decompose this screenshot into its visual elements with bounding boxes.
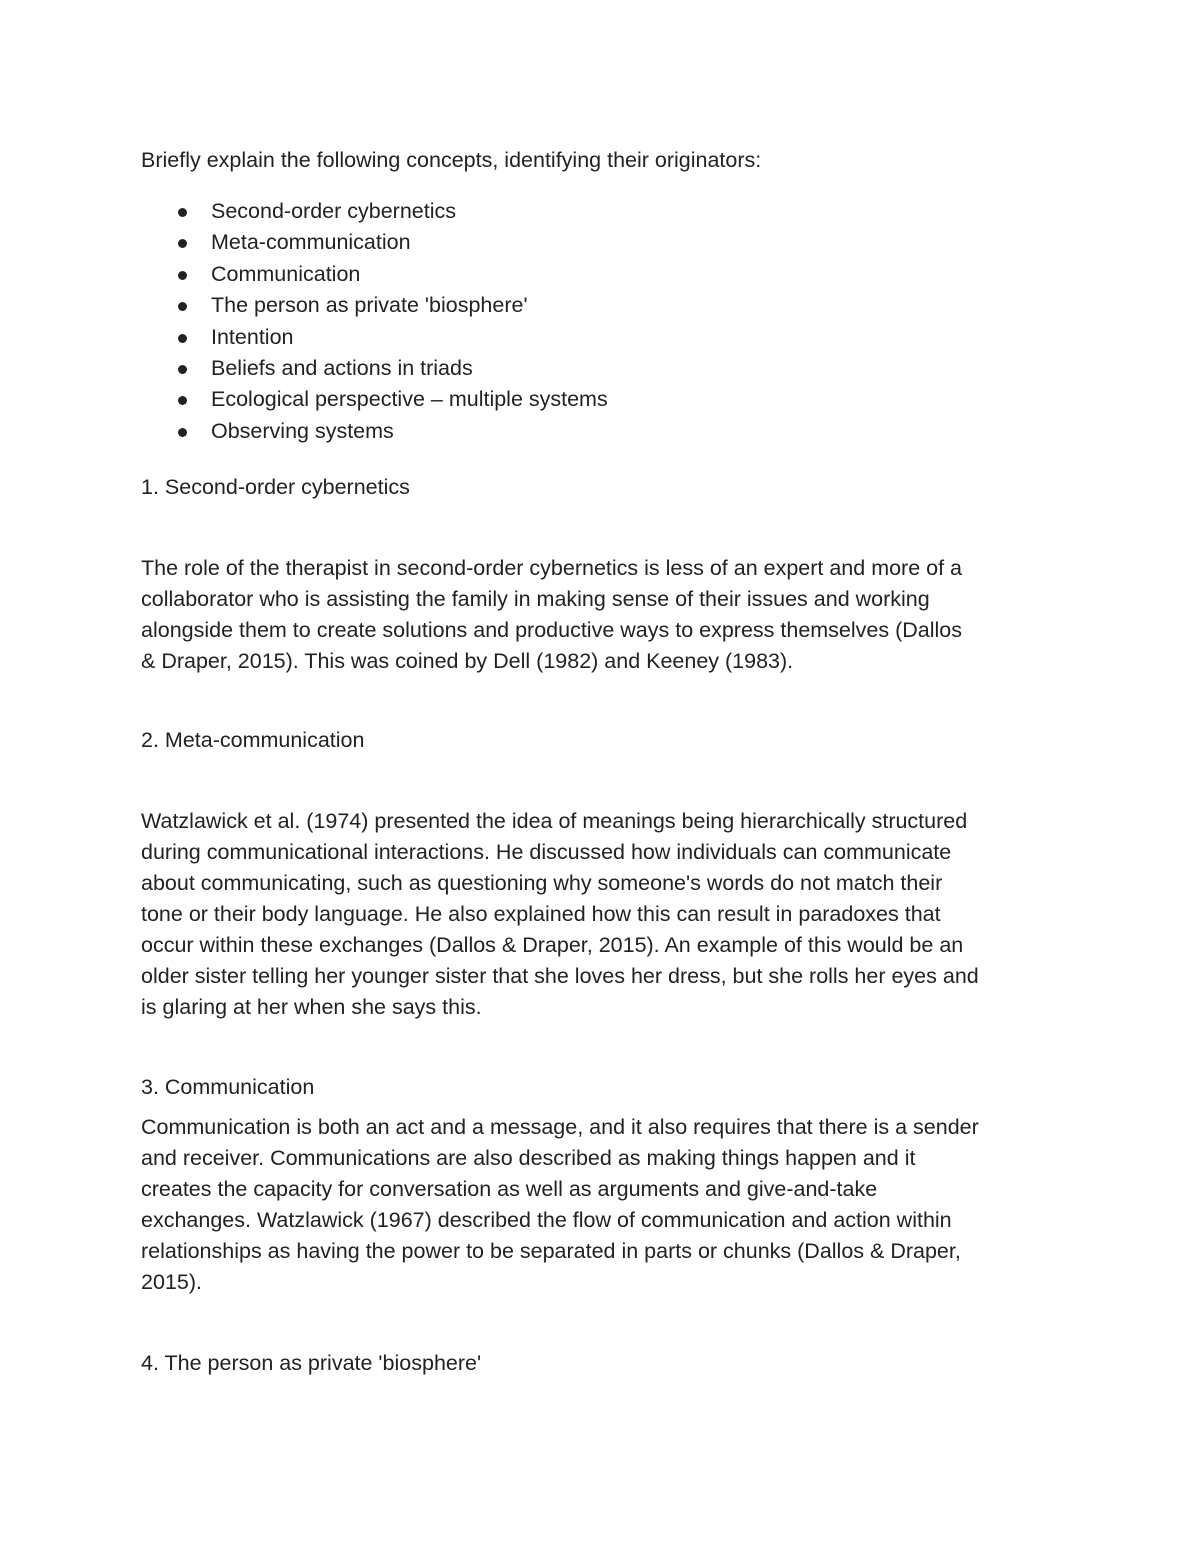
bullet-icon [178, 365, 187, 374]
paragraph-line: & Draper, 2015). This was coined by Dell (1982) and Keeney (1983). [141, 649, 794, 673]
section-heading-person-as-biosphere: 4. The person as private 'biosphere' [141, 1351, 482, 1375]
list-item-label: Ecological perspective – multiple systems [211, 387, 608, 412]
bullet-icon [178, 208, 187, 217]
paragraph-line: is glaring at her when she says this. [141, 995, 482, 1019]
list-item-label: Observing systems [211, 418, 394, 443]
paragraph-line: Communication is both an act and a message, and it also requires that there is a sender [141, 1115, 979, 1139]
bullet-icon [178, 428, 187, 437]
list-item-label: The person as private 'biosphere' [211, 293, 528, 318]
paragraph-line: about communicating, such as questioning why someone's words do not match their [141, 871, 943, 895]
list-item-label: Intention [211, 324, 294, 349]
section-heading-second-order-cybernetics: 1. Second-order cybernetics [141, 475, 410, 499]
list-item-label: Meta-communication [211, 230, 411, 255]
list-item-label: Communication [211, 261, 361, 286]
paragraph-line: 2015). [141, 1270, 202, 1294]
bullet-icon [178, 239, 187, 248]
paragraph-line: Watzlawick et al. (1974) presented the idea of meanings being hierarchically structured [141, 809, 968, 833]
list-item-label: Second-order cybernetics [211, 199, 456, 223]
list-item-label: Beliefs and actions in triads [211, 355, 473, 380]
paragraph-line: occur within these exchanges (Dallos & Draper, 2015). An example of this would be an [141, 933, 964, 957]
paragraph-line: The role of the therapist in second-order cybernetics is less of an expert and more of a [141, 556, 963, 580]
bullet-icon [178, 396, 187, 405]
paragraph-line: alongside them to create solutions and productive ways to express themselves (Dallos [141, 618, 962, 642]
bullet-icon [178, 302, 187, 311]
paragraph-line: and receiver. Communications are also described as making things happen and it [141, 1146, 916, 1170]
paragraph-line: relationships as having the power to be separated in parts or chunks (Dallos & Draper, [141, 1239, 961, 1263]
paragraph-line: during communicational interactions. He discussed how individuals can communicate [141, 840, 952, 864]
bullet-icon [178, 334, 187, 343]
section-heading-communication: 3. Communication [141, 1075, 315, 1099]
paragraph-line: creates the capacity for conversation as well as arguments and give-and-take [141, 1177, 878, 1201]
bullet-icon [178, 271, 187, 280]
intro-text: Briefly explain the following concepts, identifying their originators: [141, 148, 762, 172]
paragraph-line: older sister telling her younger sister that she loves her dress, but she rolls her eyes and [141, 964, 979, 988]
paragraph-line: collaborator who is assisting the family in making sense of their issues and working [141, 587, 930, 611]
paragraph-line: exchanges. Watzlawick (1967) described the flow of communication and action within [141, 1208, 952, 1232]
section-heading-meta-communication: 2. Meta-communication [141, 728, 365, 752]
paragraph-line: tone or their body language. He also explained how this can result in paradoxes that [141, 902, 941, 926]
